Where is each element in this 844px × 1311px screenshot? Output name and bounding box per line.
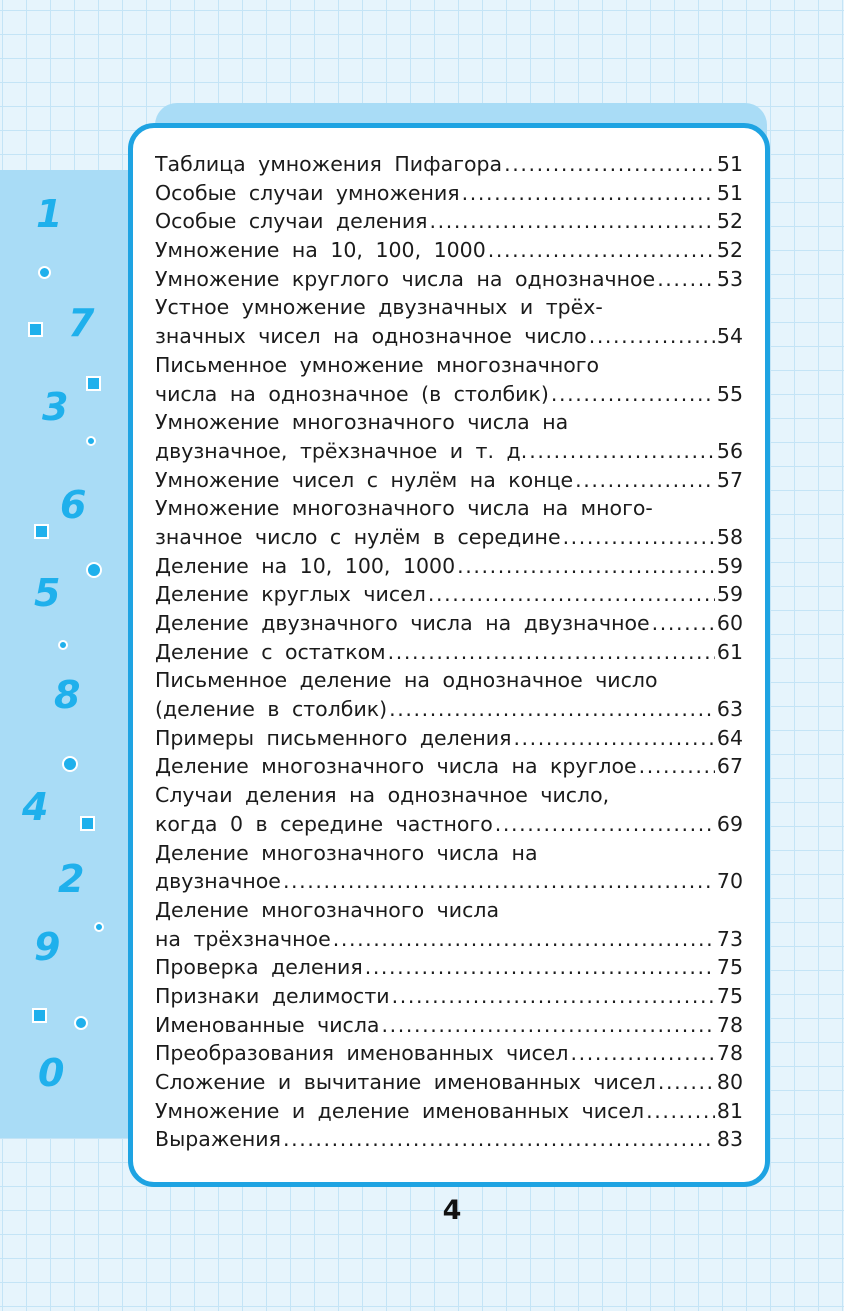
toc-dot-leader <box>529 437 715 466</box>
toc-entry-line-last <box>155 1068 743 1097</box>
decor-dot <box>74 1016 88 1030</box>
toc-entry-line-last <box>155 752 743 781</box>
toc-dot-leader <box>504 150 715 179</box>
toc-entry-page: 51 <box>716 180 743 205</box>
toc-entry-line <box>155 351 743 380</box>
toc-entry-title: Умножение на 10, 100, 1000 <box>155 238 486 263</box>
toc-entry-page: 52 <box>716 238 743 263</box>
toc-entry <box>155 1011 743 1040</box>
toc-entry-title: Деление с остатком <box>155 639 386 664</box>
decor-square <box>86 376 101 391</box>
toc-entry-page: 67 <box>716 754 743 779</box>
toc-dot-leader <box>283 1125 715 1154</box>
toc-entry-title: Таблица умножения Пифагора <box>155 152 503 176</box>
decor-dot <box>62 756 78 772</box>
toc-entry <box>155 179 743 208</box>
decor-dot <box>58 640 68 650</box>
toc-dot-leader <box>389 695 715 724</box>
toc-entry-title: Признаки делимости <box>155 983 390 1008</box>
toc-entry-line-last <box>155 552 743 581</box>
toc-entry-line <box>155 666 743 695</box>
toc-entry-line-last <box>155 982 743 1011</box>
toc-entry-page: 55 <box>716 381 743 406</box>
toc-dot-leader <box>428 580 715 609</box>
toc-entry-title: Деление многозначного числа на <box>155 840 538 865</box>
toc-entry-line-last <box>155 207 743 236</box>
toc-entry-page: 73 <box>716 926 743 951</box>
toc-entry-title: Выражения <box>155 1127 281 1152</box>
table-of-contents <box>155 150 743 1154</box>
toc-entry-page: 78 <box>716 1041 743 1066</box>
toc-entry-title: Письменное деление на однозначное число <box>155 668 658 693</box>
toc-entry-title: Проверка деления <box>155 955 363 980</box>
toc-entry-page: 60 <box>716 611 743 635</box>
toc-entry-line-last <box>155 1125 743 1154</box>
toc-entry-line-last <box>155 925 743 954</box>
toc-entry-title: Деление многозначного числа <box>155 897 500 922</box>
decor-digit: 4 <box>22 785 49 829</box>
toc-entry-page: 75 <box>716 955 743 980</box>
toc-entry-title: Примеры письменного деления <box>155 725 512 750</box>
toc-entry-line <box>155 896 743 925</box>
decor-digit: 5 <box>34 571 61 615</box>
decor-square <box>34 524 49 539</box>
toc-entry <box>155 552 743 581</box>
toc-dot-leader <box>388 638 715 667</box>
toc-entry <box>155 236 743 265</box>
toc-entry-page: 69 <box>716 811 743 836</box>
toc-entry-page: 51 <box>716 152 743 176</box>
toc-entry-line-last <box>155 1011 743 1040</box>
toc-entry-title: значное число с нулём в середине <box>155 524 561 549</box>
decor-dot <box>86 562 102 578</box>
toc-dot-leader <box>575 466 715 495</box>
decor-digit: 2 <box>58 857 85 901</box>
toc-dot-leader <box>563 523 715 552</box>
toc-entry-line-last <box>155 380 743 409</box>
toc-entry <box>155 638 743 667</box>
toc-dot-leader <box>639 752 715 781</box>
toc-entry-title: значных чисел на однозначное число <box>155 324 587 349</box>
toc-entry-page: 59 <box>716 582 743 607</box>
toc-dot-leader <box>513 724 714 753</box>
toc-entry-page: 56 <box>716 438 743 463</box>
toc-entry-page: 75 <box>716 983 743 1008</box>
toc-entry-page: 80 <box>716 1070 743 1094</box>
decor-square <box>32 1008 47 1023</box>
toc-entry-title: Преобразования именованных чисел <box>155 1041 569 1066</box>
toc-entry-title: Письменное умножение многозначного <box>155 352 600 377</box>
toc-entry-page: 52 <box>716 209 743 234</box>
decor-digit: 3 <box>42 385 69 429</box>
toc-dot-leader <box>658 1068 715 1097</box>
toc-dot-leader <box>571 1039 715 1068</box>
toc-entry-title: числа на однозначное (в столбик) <box>155 381 549 406</box>
toc-entry-title: Устное умножение двузначных и трёх- <box>155 295 603 320</box>
toc-entry-title: двузначное, трёхзначное и т. д. <box>155 438 528 463</box>
toc-entry-title: Умножение и деление именованных чисел <box>155 1098 645 1123</box>
toc-entry <box>155 781 743 838</box>
toc-entry-line-last <box>155 810 743 839</box>
decor-digit: 6 <box>60 483 87 527</box>
toc-entry <box>155 1097 743 1126</box>
toc-entry-line <box>155 494 743 523</box>
toc-entry-line-last <box>155 466 743 495</box>
toc-entry <box>155 150 743 179</box>
toc-entry-title: Умножение чисел с нулём на конце <box>155 467 574 492</box>
toc-entry <box>155 1039 743 1068</box>
toc-entry-line-last <box>155 322 743 351</box>
toc-dot-leader <box>382 1011 715 1040</box>
toc-entry <box>155 466 743 495</box>
toc-entry-line-last <box>155 150 743 179</box>
toc-entry-line-last <box>155 523 743 552</box>
toc-entry-page: 63 <box>716 697 743 722</box>
toc-dot-leader <box>551 380 715 409</box>
toc-entry <box>155 666 743 723</box>
decor-digit: 9 <box>34 925 61 969</box>
decor-dot <box>38 266 51 279</box>
toc-entry <box>155 265 743 294</box>
toc-dot-leader <box>462 179 715 208</box>
toc-entry-line-last <box>155 695 743 724</box>
toc-entry <box>155 1068 743 1097</box>
page-number: 4 <box>442 1195 462 1226</box>
toc-entry-page: 54 <box>716 324 743 349</box>
toc-entry <box>155 293 743 350</box>
toc-entry-line <box>155 408 743 437</box>
toc-entry-line-last <box>155 724 743 753</box>
toc-dot-leader <box>488 236 715 265</box>
decor-dot <box>86 436 96 446</box>
toc-dot-leader <box>652 609 715 638</box>
decor-dot <box>94 922 104 932</box>
toc-dot-leader <box>429 207 714 236</box>
toc-entry <box>155 982 743 1011</box>
toc-entry-page: 78 <box>716 1012 743 1037</box>
toc-entry <box>155 609 743 638</box>
decor-square <box>28 322 43 337</box>
toc-entry-title: Деление круглых чисел <box>155 582 426 607</box>
toc-entry <box>155 752 743 781</box>
toc-entry-title: Умножение круглого числа на однозначное <box>155 266 656 291</box>
toc-entry-title: Именованные числа <box>155 1012 380 1037</box>
toc-dot-leader <box>283 867 715 896</box>
toc-entry <box>155 1125 743 1154</box>
toc-entry-line <box>155 839 743 868</box>
toc-entry-title: Деление двузначного числа на двузначное <box>155 611 650 635</box>
decor-digit: 8 <box>54 673 81 717</box>
decor-digit: 0 <box>38 1051 65 1095</box>
toc-entry <box>155 953 743 982</box>
toc-dot-leader <box>392 982 715 1011</box>
toc-entry <box>155 724 743 753</box>
toc-entry <box>155 351 743 408</box>
toc-dot-leader <box>646 1097 715 1126</box>
toc-entry-title: на трёхзначное <box>155 926 331 951</box>
toc-entry-page: 64 <box>716 725 743 750</box>
toc-dot-leader <box>333 925 715 954</box>
toc-entry <box>155 494 743 551</box>
toc-entry-title: (деление в столбик) <box>155 697 388 722</box>
toc-entry-title: когда 0 в середине частного <box>155 811 493 836</box>
decorative-sidebar <box>0 170 128 1138</box>
toc-entry-title: Сложение и вычитание именованных чисел <box>155 1070 656 1094</box>
toc-dot-leader <box>495 810 715 839</box>
toc-entry <box>155 408 743 465</box>
toc-entry-title: Умножение многозначного числа на много- <box>155 496 653 521</box>
toc-dot-leader <box>657 265 715 294</box>
toc-entry-title: двузначное <box>155 869 281 894</box>
toc-entry-line-last <box>155 179 743 208</box>
toc-entry-page: 57 <box>716 467 743 492</box>
toc-entry <box>155 580 743 609</box>
toc-entry-page: 53 <box>716 266 743 291</box>
toc-entry-title: Особые случаи умножения <box>155 180 460 205</box>
toc-entry-page: 61 <box>716 639 743 664</box>
toc-entry-line-last <box>155 580 743 609</box>
toc-entry-title: Особые случаи деления <box>155 209 428 234</box>
toc-entry-line-last <box>155 953 743 982</box>
toc-dot-leader <box>589 322 715 351</box>
toc-entry-page: 70 <box>716 869 743 894</box>
toc-entry-page: 83 <box>716 1127 743 1152</box>
toc-entry-title: Деление на 10, 100, 1000 <box>155 553 456 578</box>
toc-entry-line-last <box>155 265 743 294</box>
toc-entry <box>155 896 743 953</box>
toc-entry-page: 58 <box>716 524 743 549</box>
toc-entry <box>155 207 743 236</box>
toc-entry-line <box>155 781 743 810</box>
toc-entry-line-last <box>155 638 743 667</box>
toc-entry-line <box>155 293 743 322</box>
toc-entry-line-last <box>155 437 743 466</box>
decor-square <box>80 816 95 831</box>
toc-entry <box>155 839 743 896</box>
toc-entry-title: Деление многозначного числа на круглое <box>155 754 637 779</box>
toc-entry-page: 59 <box>716 553 743 578</box>
toc-entry-title: Случаи деления на однозначное число, <box>155 783 610 808</box>
toc-entry-line-last <box>155 609 743 638</box>
toc-dot-leader <box>457 552 715 581</box>
toc-entry-line-last <box>155 1039 743 1068</box>
toc-entry-title: Умножение многозначного числа на <box>155 410 569 435</box>
toc-entry-line-last <box>155 236 743 265</box>
decor-digit: 7 <box>68 301 95 345</box>
toc-dot-leader <box>365 953 715 982</box>
toc-entry-line-last <box>155 1097 743 1126</box>
toc-entry-line-last <box>155 867 743 896</box>
decor-digit: 1 <box>36 192 63 236</box>
toc-entry-page: 81 <box>716 1098 743 1123</box>
